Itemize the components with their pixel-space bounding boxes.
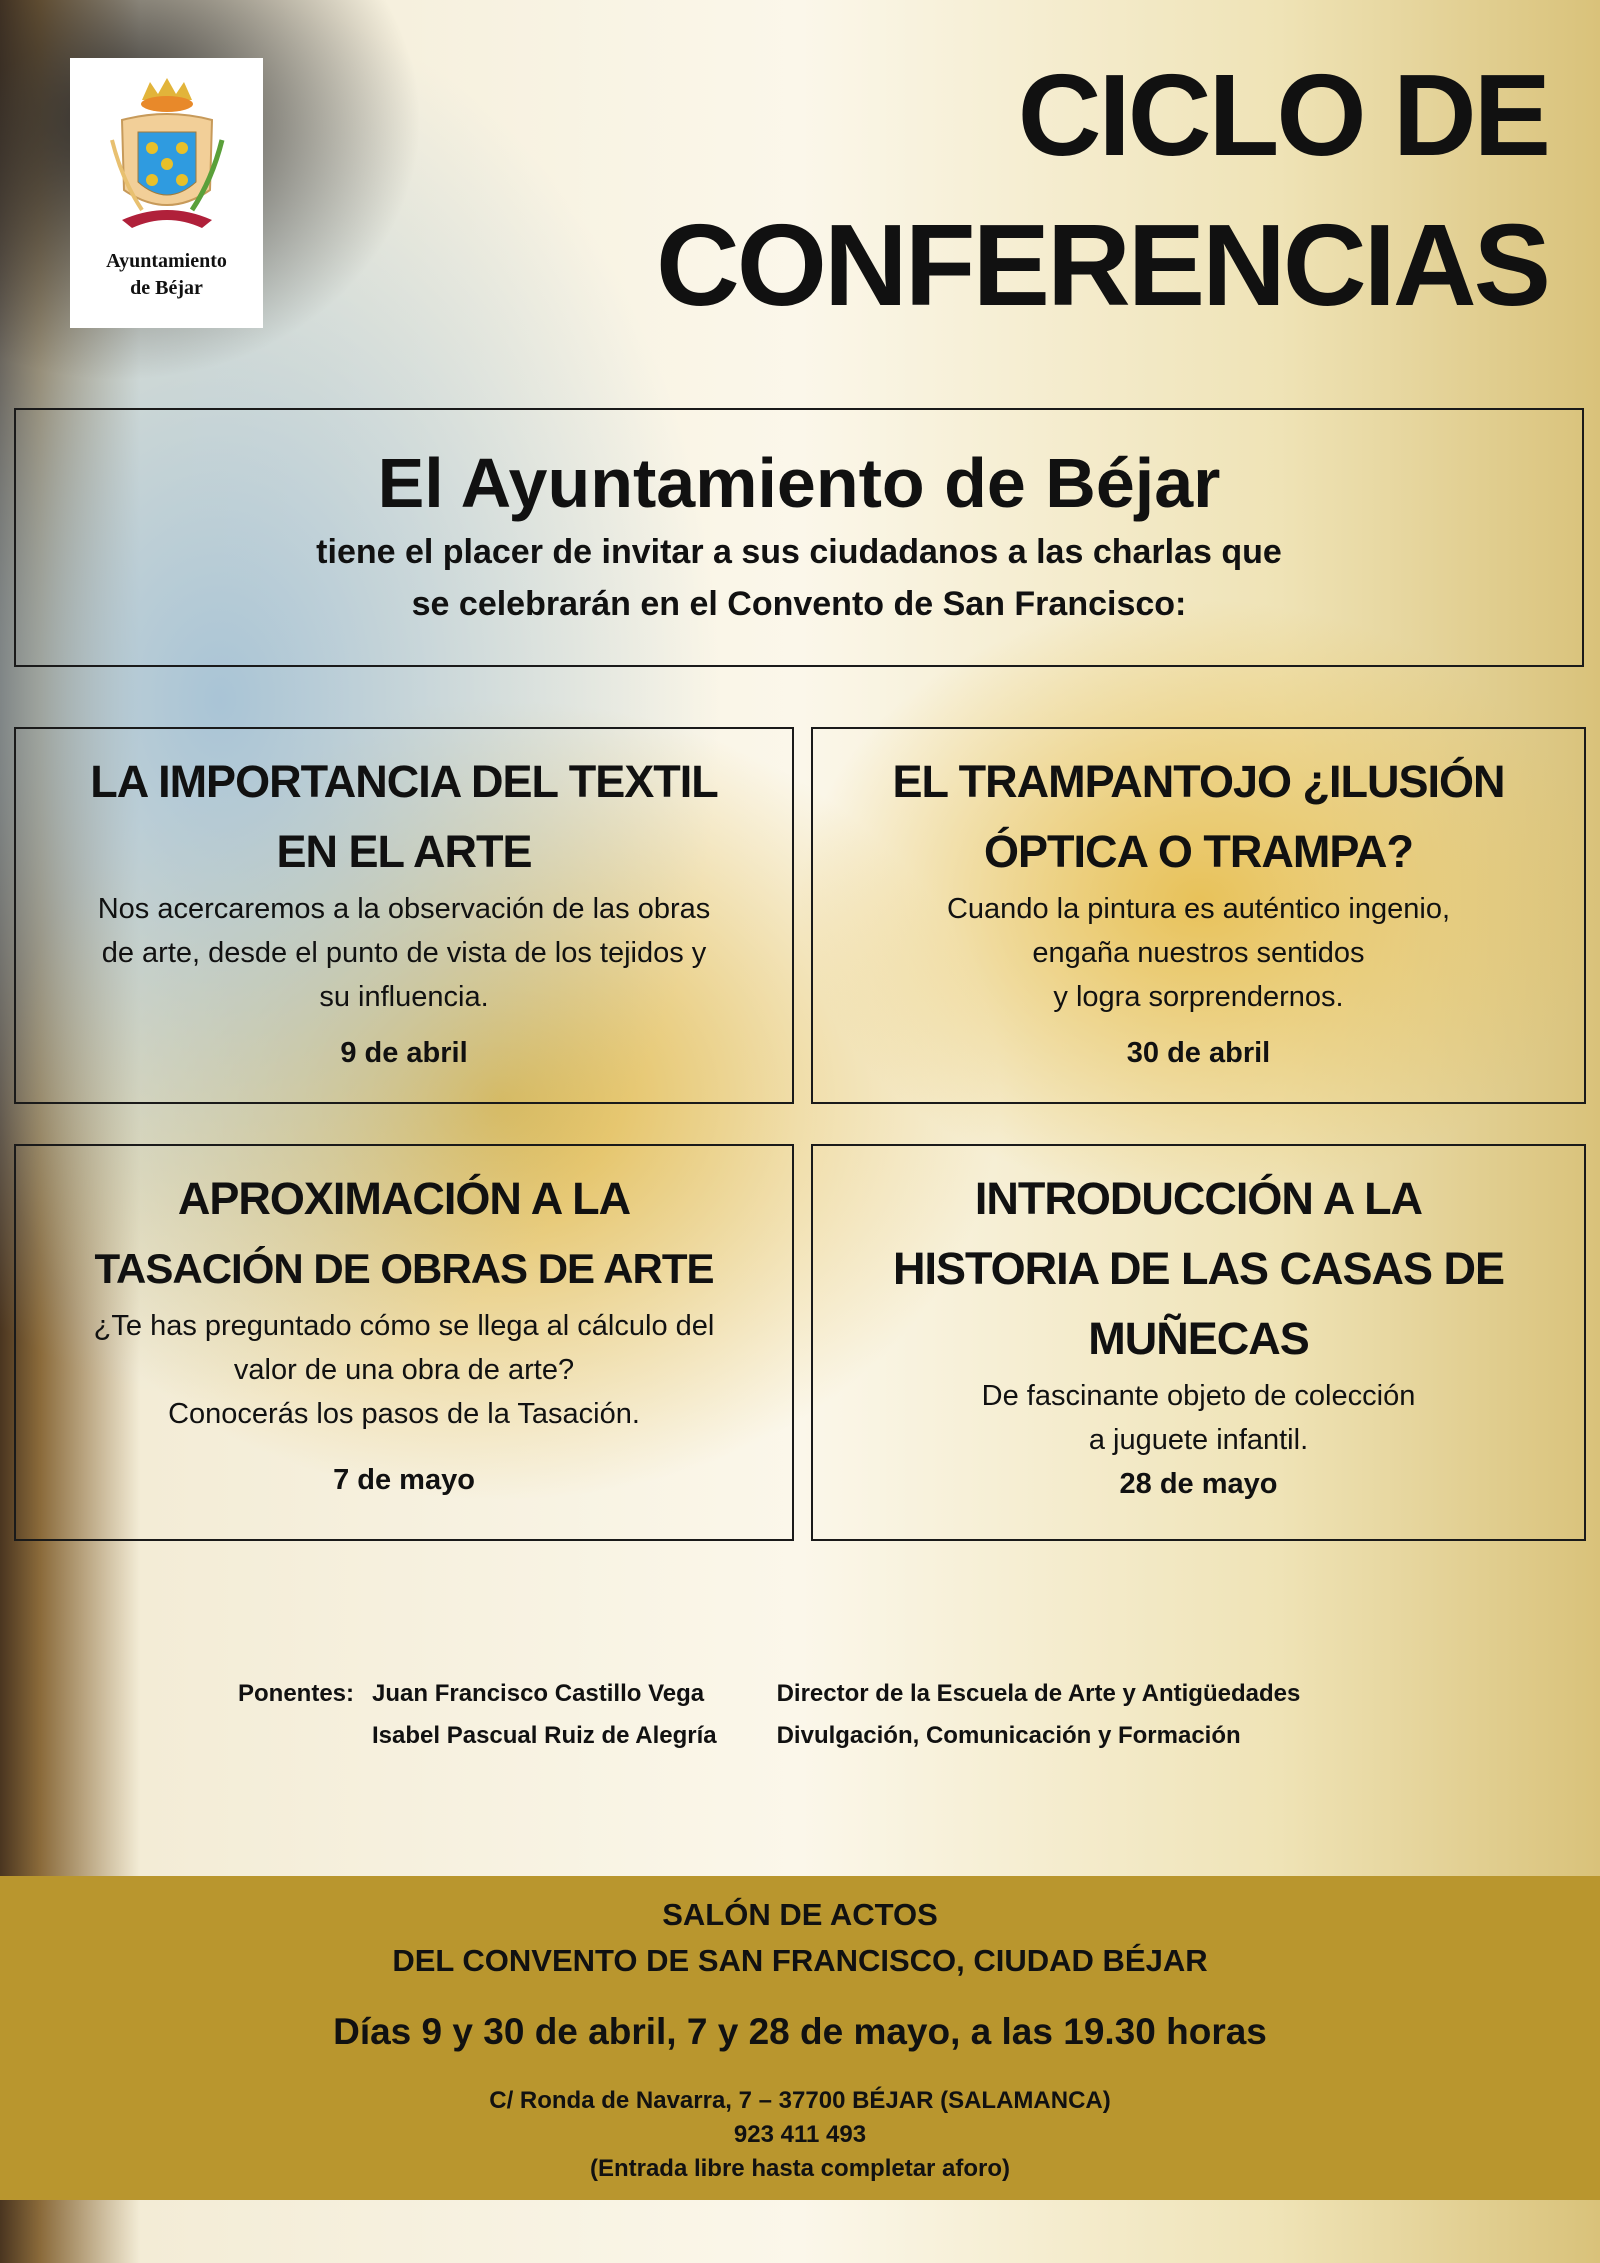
speaker-role: Divulgación, Comunicación y Formación	[776, 1722, 1241, 1749]
intro-line2: se celebrarán en el Convento de San Francisco:	[411, 585, 1187, 623]
logo-text-line2: de Béjar	[130, 277, 203, 299]
talk-title: MUÑECAS	[1088, 1313, 1309, 1364]
talk-card	[14, 1144, 794, 1541]
title-line2: CONFERENCIAS	[655, 200, 1548, 330]
talk-date: 28 de mayo	[1119, 1468, 1278, 1500]
talk-description: a juguete infantil.	[1088, 1424, 1309, 1456]
talk-description: valor de una obra de arte?	[233, 1354, 575, 1386]
talk-description: su influencia.	[319, 981, 489, 1013]
talk-description: Cuando la pintura es auténtico ingenio,	[946, 893, 1451, 925]
talk-title: HISTORIA DE LAS CASAS DE	[892, 1243, 1505, 1294]
title-line1: CICLO DE	[1017, 50, 1548, 180]
speaker-name: Juan Francisco Castillo Vega	[372, 1680, 705, 1707]
talk-description: de arte, desde el punto de vista de los tejidos y	[101, 937, 707, 969]
talk-description: Conocerás los pasos de la Tasación.	[168, 1398, 640, 1430]
talk-title: INTRODUCCIÓN A LA	[974, 1173, 1423, 1224]
talk-title: EN EL ARTE	[276, 826, 532, 877]
entry-note: (Entrada libre hasta completar aforo)	[589, 2155, 1011, 2182]
talk-title: APROXIMACIÓN A LA	[177, 1173, 631, 1224]
talk-title: LA IMPORTANCIA DEL TEXTIL	[90, 756, 718, 807]
talk-date: 30 de abril	[1126, 1037, 1271, 1069]
intro-box	[14, 408, 1584, 667]
logo-text-line1: Ayuntamiento	[106, 250, 227, 272]
talk-title: TASACIÓN DE OBRAS DE ARTE	[94, 1245, 714, 1292]
coat-of-arms-icon	[92, 70, 242, 240]
talk-card	[811, 727, 1586, 1104]
intro-line1: tiene el placer de invitar a sus ciudadanos a las charlas que	[316, 533, 1282, 571]
address: C/ Ronda de Navarra, 7 – 37700 BÉJAR (SALAMANCA)	[489, 2087, 1111, 2114]
talk-description: Nos acercaremos a la observación de las obras	[97, 893, 711, 925]
talk-title: EL TRAMPANTOJO ¿ILUSIÓN	[892, 756, 1505, 807]
talk-description: ¿Te has preguntado cómo se llega al cálculo del	[93, 1310, 715, 1342]
phone: 923 411 493	[733, 2121, 867, 2148]
poster-title	[656, 40, 1548, 340]
talk-date: 9 de abril	[340, 1037, 468, 1069]
speakers-label: Ponentes:	[238, 1680, 355, 1707]
talk-card	[811, 1144, 1586, 1541]
speaker-name: Isabel Pascual Ruiz de Alegría	[372, 1722, 717, 1749]
logo-text	[106, 248, 227, 302]
speakers	[228, 1672, 1310, 1758]
venue-name: SALÓN DE ACTOS	[662, 1897, 938, 1932]
venue-band	[0, 1876, 1600, 2200]
speaker-role: Director de la Escuela de Arte y Antigüedades	[776, 1680, 1301, 1707]
talk-description: y logra sorprendernos.	[1053, 981, 1344, 1013]
talk-description: engaña nuestros sentidos	[1032, 937, 1365, 969]
ayuntamiento-logo	[70, 58, 263, 328]
talk-date: 7 de mayo	[333, 1464, 475, 1496]
venue-location: DEL CONVENTO DE SAN FRANCISCO, CIUDAD BÉJAR	[392, 1943, 1208, 1978]
intro-heading: El Ayuntamiento de Béjar	[377, 444, 1221, 522]
talk-card	[14, 727, 794, 1104]
talk-description: De fascinante objeto de colección	[981, 1380, 1416, 1412]
talk-title: ÓPTICA O TRAMPA?	[984, 826, 1413, 877]
schedule: Días 9 y 30 de abril, 7 y 28 de mayo, a las 19.30 horas	[333, 2011, 1267, 2052]
